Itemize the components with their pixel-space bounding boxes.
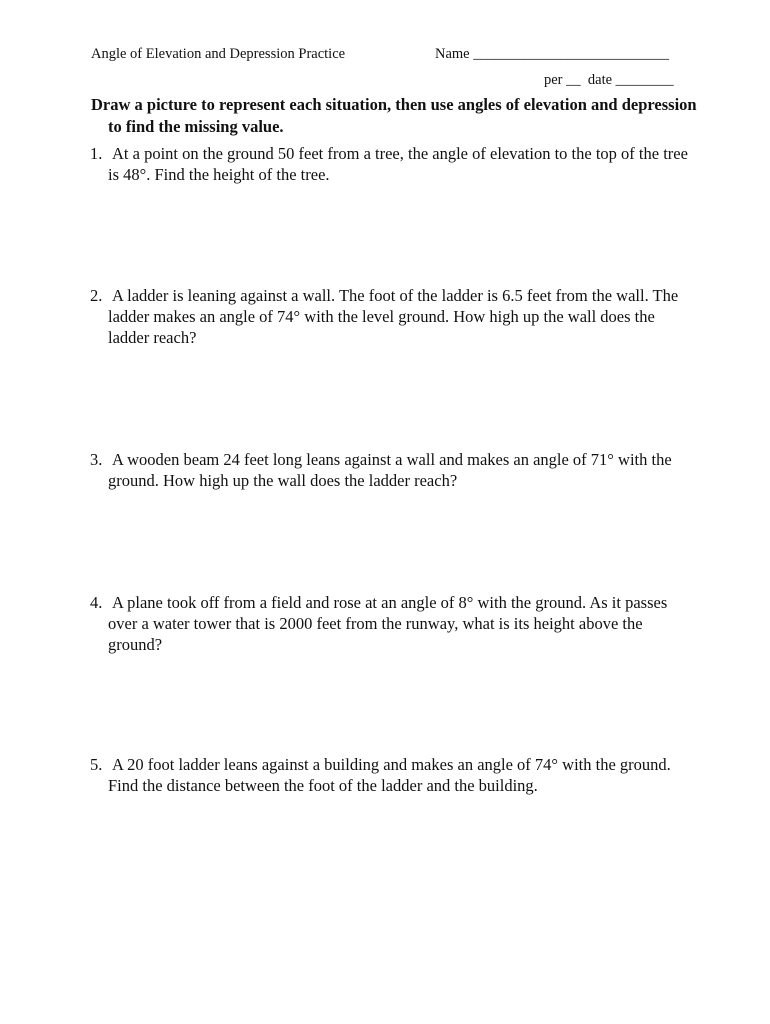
question-number: 5. bbox=[90, 755, 103, 774]
question-2 bbox=[90, 285, 700, 348]
question-text: A 20 foot ladder leans against a building and makes an angle of 74° with the ground. Find the distance between the foot of the ladder and the building. bbox=[108, 755, 671, 795]
question-number: 4. bbox=[90, 593, 103, 612]
name-field: Name ___________________________ bbox=[435, 46, 669, 62]
worksheet-title: Angle of Elevation and Depression Practice bbox=[91, 46, 346, 62]
question-number: 3. bbox=[90, 450, 103, 469]
question-1 bbox=[90, 143, 700, 185]
instructions: Draw a picture to represent each situation, then use angles of elevation and depression to find the missing value. bbox=[91, 95, 697, 136]
question-text: A wooden beam 24 feet long leans against a wall and makes an angle of 71° with the ground. How high up the wall does the ladder reach? bbox=[108, 450, 672, 490]
question-number: 2. bbox=[90, 286, 103, 305]
question-4 bbox=[90, 592, 700, 655]
period-date-field: per __ date ________ bbox=[544, 72, 674, 88]
question-text: A ladder is leaning against a wall. The foot of the ladder is 6.5 feet from the wall. The ladder makes an angle of 74° with the level ground. How high up the wall does the ladder reach? bbox=[108, 286, 679, 347]
question-3 bbox=[90, 449, 700, 491]
question-number: 1. bbox=[90, 144, 103, 163]
question-5 bbox=[90, 754, 700, 796]
question-text: A plane took off from a field and rose at an angle of 8° with the ground. As it passes over a water tower that is 2000 feet from the runway, what is its height above the ground? bbox=[108, 593, 668, 654]
question-text: At a point on the ground 50 feet from a tree, the angle of elevation to the top of the tree is 48°. Find the height of the tree. bbox=[108, 144, 688, 184]
